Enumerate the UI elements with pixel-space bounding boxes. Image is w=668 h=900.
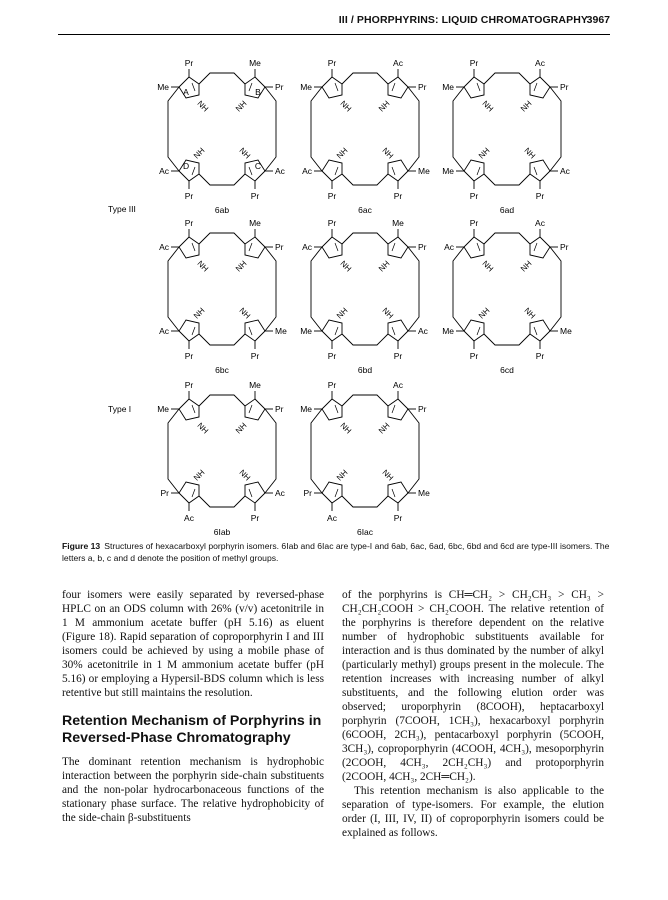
substituent-label: Pr <box>275 82 284 92</box>
porphyrin-structure-6cd <box>442 218 572 375</box>
nh-label: NH <box>480 258 496 274</box>
figure-caption-text: Structures of hexacarboxyl porphyrin isomers. 6Iab and 6Iac are type-I and 6ab, 6ac, 6ad, 6bc, 6bd and 6cd are type-III isomers. The letters a, b, c and d denote the position of methyl groups. <box>62 541 610 563</box>
substituent-label: Me <box>442 326 454 336</box>
porphyrin-structure-6ab <box>157 58 285 215</box>
figure-caption <box>62 541 614 564</box>
substituent-label: Me <box>300 82 312 92</box>
compound-id-label: 6ad <box>499 205 515 215</box>
porphyrin-skeleton <box>168 229 276 349</box>
substituent-label: Pr <box>393 351 403 361</box>
nh-label: NH <box>338 98 354 114</box>
nh-label: NH <box>195 98 211 114</box>
substituent-label: Pr <box>250 351 260 361</box>
substituent-label: Pr <box>418 404 427 414</box>
substituent-label: Pr <box>560 82 569 92</box>
nh-label: NH <box>233 258 249 274</box>
substituent-label: Ac <box>393 58 403 68</box>
nh-label: NH <box>191 305 207 321</box>
substituent-label: Me <box>157 404 169 414</box>
substituent-label: Pr <box>469 58 479 68</box>
substituent-label: Pr <box>160 488 169 498</box>
substituent-label: Pr <box>184 191 194 201</box>
nh-label: NH <box>338 420 354 436</box>
substituent-label: Ac <box>184 513 194 523</box>
substituent-label: Pr <box>327 218 337 228</box>
substituent-label: Me <box>249 58 261 68</box>
compound-id-label: 6cd <box>500 365 514 375</box>
substituent-label: Pr <box>275 404 284 414</box>
nh-label: NH <box>233 420 249 436</box>
nh-label: NH <box>380 305 396 321</box>
substituent-label: Me <box>157 82 169 92</box>
figure-caption-label: Figure 13 <box>62 541 101 551</box>
substituent-label: Pr <box>327 191 337 201</box>
porphyrin-skeleton <box>168 391 276 511</box>
compound-id-label: 6bd <box>357 365 373 375</box>
nh-label: NH <box>191 145 207 161</box>
nh-label: NH <box>522 145 538 161</box>
substituent-label: Pr <box>275 242 284 252</box>
porphyrin-structure-6Iab <box>157 380 285 537</box>
substituent-label: Me <box>300 326 312 336</box>
nh-label: NH <box>233 98 249 114</box>
body-left-column <box>62 588 324 825</box>
nh-label: NH <box>518 98 534 114</box>
substituent-label: Pr <box>469 351 479 361</box>
substituent-label: Me <box>418 488 430 498</box>
nh-label: NH <box>376 98 392 114</box>
substituent-label: Pr <box>327 58 337 68</box>
nh-label: NH <box>195 258 211 274</box>
nh-label: NH <box>191 467 207 483</box>
ring-letter: D <box>182 161 190 171</box>
porphyrin-skeleton <box>453 229 561 349</box>
substituent-label: Pr <box>184 351 194 361</box>
substituent-label: Me <box>249 218 261 228</box>
substituent-label: Ac <box>444 242 454 252</box>
body-paragraph: The dominant retention mechanism is hydrophobic interaction between the porphyrin side-chain substituents and the non-polar hydrocarbonaceous functions of the stationary phase surface. The relative hydrophobicity of the side-chain β-substituents <box>62 756 324 824</box>
substituent-label: Me <box>442 82 454 92</box>
substituent-label: Pr <box>327 351 337 361</box>
running-header-title: III / PHORPHYRINS: LIQUID CHROMATOGRAPHY <box>338 14 588 26</box>
substituent-label: Ac <box>159 166 169 176</box>
body-paragraph: of the porphyrins is CH═CH₂ > CH₂CH₃ > CH₃ > CH₂CH₂COOH > CH₂COOH. The relative retention of the porphyrins is therefore dependent on the relative number of hydrophobic substituents available for interaction and is thus dominated by the number of alkyl (particularly methyl) groups present in the molecule. The retention increases with increasing number of alkyl substituents, and the following elution order was observed; uroporphyrin (8COOH), heptacarboxyl porphyrin (7COOH, 1CH₃), hexacarboxyl porphyrin (6COOH, 2CH₃), pentacarboxyl porphyrin (5COOH, 3CH₃), coproporphyrin (4COOH, 4CH₃), mesoporphyrin (2COOH, 4CH₃, 2CH₂CH₃) and protoporphyrin (2COOH, 4CH₃, 2CH═CH₂). <box>342 589 604 783</box>
substituent-label: Ac <box>393 380 403 390</box>
porphyrin-skeleton <box>311 69 419 189</box>
substituent-label: Ac <box>275 488 285 498</box>
substituent-label: Pr <box>418 82 427 92</box>
substituent-label: Pr <box>184 58 194 68</box>
substituent-label: Ac <box>275 166 285 176</box>
substituent-label: Ac <box>418 326 428 336</box>
substituent-label: Pr <box>250 191 260 201</box>
nh-label: NH <box>380 467 396 483</box>
compound-id-label: 6Iac <box>356 527 374 537</box>
substituent-label: Me <box>560 326 572 336</box>
substituent-label: Me <box>249 380 261 390</box>
ring-letter: C <box>254 161 262 171</box>
substituent-label: Pr <box>560 242 569 252</box>
nh-label: NH <box>338 258 354 274</box>
body-right-column <box>342 588 604 840</box>
nh-label: NH <box>334 305 350 321</box>
compound-id-label: 6ac <box>358 205 372 215</box>
substituent-label: Ac <box>535 58 545 68</box>
page-number: 3967 <box>586 14 610 26</box>
substituent-label: Ac <box>560 166 570 176</box>
nh-label: NH <box>476 145 492 161</box>
type-label: Type III <box>108 204 136 214</box>
substituent-label: Pr <box>393 513 403 523</box>
porphyrin-structure-6Iac <box>300 380 430 537</box>
nh-label: NH <box>237 467 253 483</box>
substituent-label: Ac <box>327 513 337 523</box>
compound-id-label: 6bc <box>215 365 229 375</box>
type-label: Type I <box>108 404 132 414</box>
substituent-label: Pr <box>469 191 479 201</box>
body-paragraph: This retention mechanism is also applicable to the separation of type-isomers. For example, the elution order (I, III, IV, II) of coproporphyrin isomers could be explained as follows. <box>342 785 604 839</box>
substituent-label: Pr <box>250 513 260 523</box>
substituent-label: Pr <box>393 191 403 201</box>
porphyrin-structure-6ad <box>442 58 570 215</box>
substituent-label: Pr <box>303 488 312 498</box>
nh-label: NH <box>334 467 350 483</box>
porphyrin-skeleton <box>311 229 419 349</box>
ring-letter: B <box>255 87 261 97</box>
substituent-label: Me <box>275 326 287 336</box>
nh-label: NH <box>480 98 496 114</box>
substituent-label: Ac <box>302 166 312 176</box>
nh-label: NH <box>380 145 396 161</box>
porphyrin-structure-6ac <box>300 58 430 215</box>
body-paragraph: four isomers were easily separated by reversed-phase HPLC on an ODS column with 26% (v/v) acetonitrile in 1 M ammonium acetate buffer (pH 5.16) as eluent (Figure 18). Rapid separation of coproporphyrin I and III isomers could be achieved by using a mobile phase of 30% acetonitrile in 1 M ammonium acetate buffer (pH 5.16) or employing a Hypersil-BDS column which is less retentive but still maintains the resolution. <box>62 589 324 699</box>
section-heading: Retention Mechanism of Porphyrins in Reversed-Phase Chromatography <box>62 713 322 746</box>
substituent-label: Ac <box>535 218 545 228</box>
substituent-label: Pr <box>535 191 545 201</box>
ring-letter: A <box>183 87 189 97</box>
porphyrin-structure-6bd <box>300 218 428 375</box>
nh-label: NH <box>518 258 534 274</box>
substituent-label: Ac <box>302 242 312 252</box>
nh-label: NH <box>334 145 350 161</box>
compound-id-label: 6ab <box>214 205 230 215</box>
substituent-label: Pr <box>535 351 545 361</box>
porphyrin-skeleton <box>311 391 419 511</box>
substituent-label: Ac <box>159 326 169 336</box>
substituent-label: Pr <box>418 242 427 252</box>
substituent-label: Pr <box>469 218 479 228</box>
nh-label: NH <box>522 305 538 321</box>
compound-id-label: 6Iab <box>213 527 231 537</box>
substituent-label: Me <box>392 218 404 228</box>
substituent-label: Pr <box>184 218 194 228</box>
substituent-label: Pr <box>184 380 194 390</box>
substituent-label: Me <box>300 404 312 414</box>
substituent-label: Me <box>442 166 454 176</box>
substituent-label: Pr <box>327 380 337 390</box>
nh-label: NH <box>376 258 392 274</box>
nh-label: NH <box>237 145 253 161</box>
substituent-label: Me <box>418 166 430 176</box>
nh-label: NH <box>237 305 253 321</box>
porphyrin-structure-6bc <box>159 218 287 375</box>
nh-label: NH <box>476 305 492 321</box>
nh-label: NH <box>376 420 392 436</box>
substituent-label: Ac <box>159 242 169 252</box>
nh-label: NH <box>195 420 211 436</box>
porphyrin-skeleton <box>453 69 561 189</box>
